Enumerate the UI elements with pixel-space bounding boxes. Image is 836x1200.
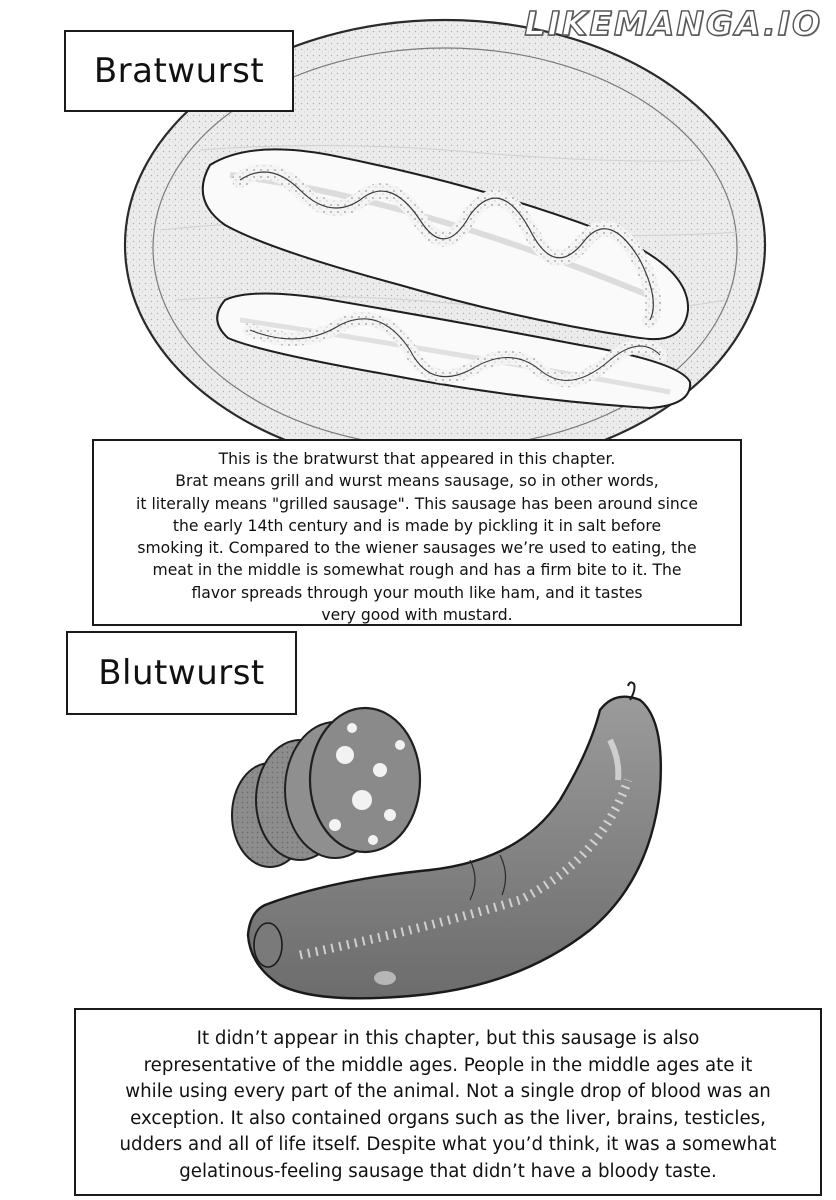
blutwurst-slices	[232, 708, 420, 867]
description-line: exception. It also contained organs such as the liver, brains, testicles,	[130, 1107, 766, 1129]
description-line: It didn’t appear in this chapter, but this sausage is also	[196, 1028, 700, 1049]
bratwurst-description	[92, 439, 742, 626]
description-line: flavor spreads through your mouth like ham, and it tastes	[191, 583, 643, 602]
description-line: the early 14th century and is made by pickling it in salt before	[172, 516, 662, 535]
description-line: gelatinous-feeling sausage that didn’t have a bloody taste.	[179, 1160, 717, 1182]
bratwurst-title: Bratwurst	[64, 30, 294, 112]
watermark: LIKEMANGA.IO	[524, 4, 822, 43]
blutwurst-title: Blutwurst	[66, 631, 297, 715]
description-line: This is the bratwurst that appeared in this chapter.	[218, 450, 616, 468]
blutwurst-description	[74, 1008, 822, 1196]
description-line: meat in the middle is somewhat rough and has a firm bite to it. The	[152, 561, 682, 580]
description-line: Brat means grill and wurst means sausage, so in other words,	[175, 472, 659, 491]
description-line: representative of the middle ages. People in the middle ages ate it	[143, 1054, 753, 1076]
description-line: it literally means "grilled sausage". This sausage has been around since	[136, 494, 698, 513]
description-line: udders and all of life itself. Despite what you’d think, it was a somewhat	[119, 1134, 777, 1155]
description-line: smoking it. Compared to the wiener sausages we’re used to eating, the	[137, 539, 697, 558]
description-line: while using every part of the animal. Not a single drop of blood was an	[125, 1081, 771, 1102]
description-line: very good with mustard.	[321, 606, 513, 625]
